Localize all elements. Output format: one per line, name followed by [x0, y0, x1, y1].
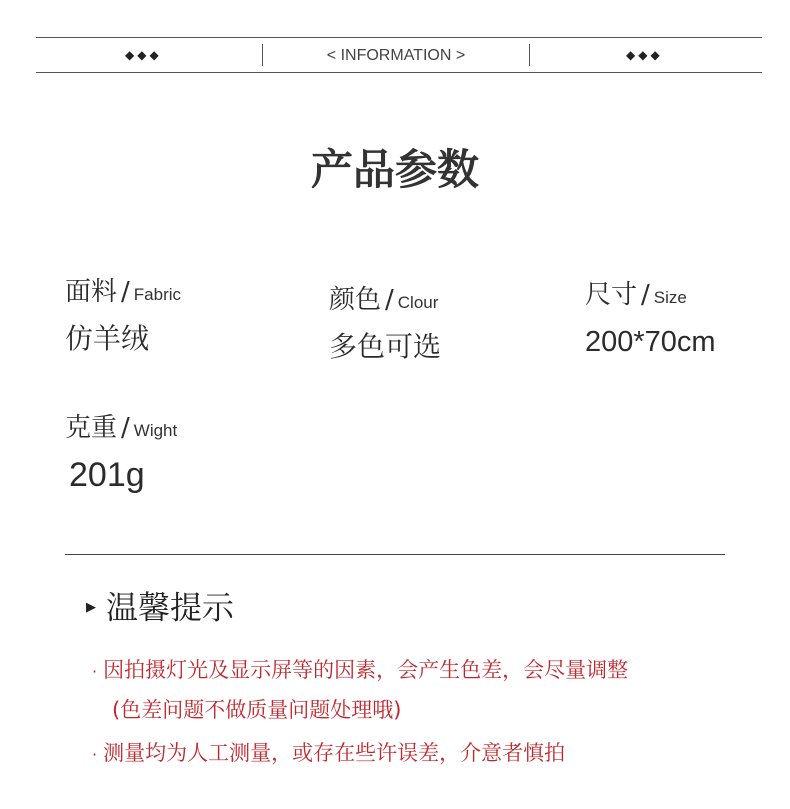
param-weight: [65, 410, 177, 495]
param-fabric-slash: /: [121, 277, 130, 307]
param-fabric-value: 仿羊绒: [65, 322, 150, 355]
param-fabric-label-zh: 面料: [65, 277, 118, 307]
triangle-right-icon: ▶: [86, 599, 96, 615]
param-color-slash: /: [385, 285, 394, 315]
param-fabric-label: [65, 274, 181, 313]
left-diamond-ornament-icon: ◆◆◆: [125, 48, 162, 62]
param-size-label-en: Size: [653, 288, 687, 307]
param-size-value: 200*70cm: [585, 326, 716, 358]
tip-line-2: [92, 738, 565, 770]
tip-line-1-text: 因拍摄灯光及显示屏等的因素，会产生色差，会尽量调整: [103, 658, 629, 682]
header-bottom-rule: [36, 72, 762, 73]
param-size-slash: /: [641, 280, 650, 310]
param-fabric-label-en: Fabric: [133, 285, 182, 304]
right-diamond-ornament-icon: ◆◆◆: [626, 48, 663, 62]
header-top-rule: [36, 37, 762, 38]
bullet-dot-icon: ·: [92, 745, 98, 764]
param-color: [329, 282, 441, 367]
param-weight-label: [65, 410, 177, 449]
header-right-divider: [529, 44, 530, 66]
param-color-label-en: Clour: [397, 293, 439, 312]
param-weight-label-en: Wight: [133, 421, 178, 440]
param-size-label-zh: 尺寸: [585, 280, 638, 310]
page-title: 产品参数: [310, 145, 479, 194]
tips-heading-text: 温馨提示: [106, 588, 235, 627]
param-size-label: [585, 277, 716, 316]
param-size: [585, 277, 716, 362]
param-weight-label-zh: 克重: [65, 413, 118, 443]
section-divider: [65, 554, 725, 555]
param-fabric: [65, 274, 181, 359]
tip-line-1-continued: (色差问题不做质量问题处理哦): [112, 698, 402, 722]
tip-line-2-text: 测量均为人工测量，或存在些许误差，介意者慎拍: [103, 741, 566, 765]
param-weight-slash: /: [121, 413, 130, 443]
tip-line-1: [92, 655, 628, 687]
bullet-dot-icon: ·: [92, 662, 98, 681]
tips-heading: [86, 586, 234, 629]
param-color-label: [329, 282, 441, 321]
section-label-information: < INFORMATION >: [326, 47, 466, 64]
param-color-label-zh: 颜色: [329, 285, 382, 315]
param-color-value: 多色可选: [329, 330, 442, 363]
param-weight-value: 201g: [69, 456, 145, 494]
